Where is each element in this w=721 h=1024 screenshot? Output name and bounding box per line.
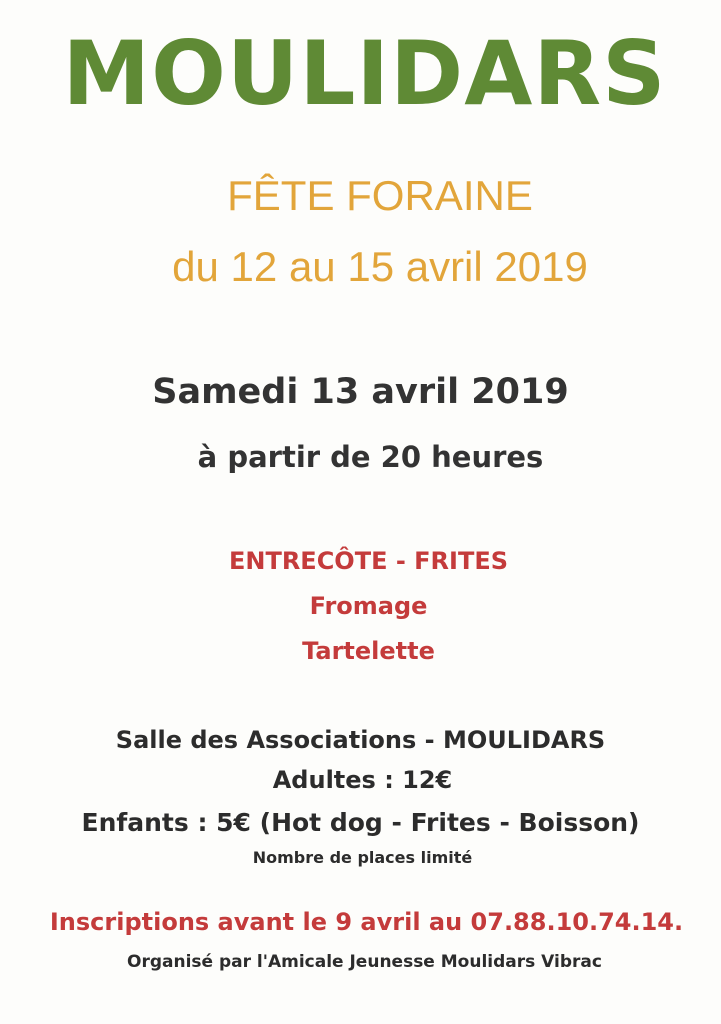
menu-item-cheese: Fromage [309,592,428,620]
poster-title: MOULIDARS [62,22,667,125]
organizer-credit: Organisé par l'Amicale Jeunesse Moulidars Vibrac [127,952,602,972]
venue: Salle des Associations - MOULIDARS [115,726,606,754]
registration-info: Inscriptions avant le 9 avril au 07.88.10.74.14. [49,908,684,936]
menu-item-main: ENTRECÔTE - FRITES [228,547,509,575]
dinner-time: à partir de 20 heures [197,440,544,474]
price-adults: Adultes : 12€ [272,766,453,794]
event-dates: du 12 au 15 avril 2019 [172,243,588,290]
menu-item-dessert: Tartelette [302,637,435,665]
event-name: FÊTE FORAINE [227,172,533,219]
limited-seats-note: Nombre de places limité [252,848,473,867]
dinner-date: Samedi 13 avril 2019 [152,372,569,412]
price-children: Enfants : 5€ (Hot dog - Frites - Boisson) [81,808,640,837]
